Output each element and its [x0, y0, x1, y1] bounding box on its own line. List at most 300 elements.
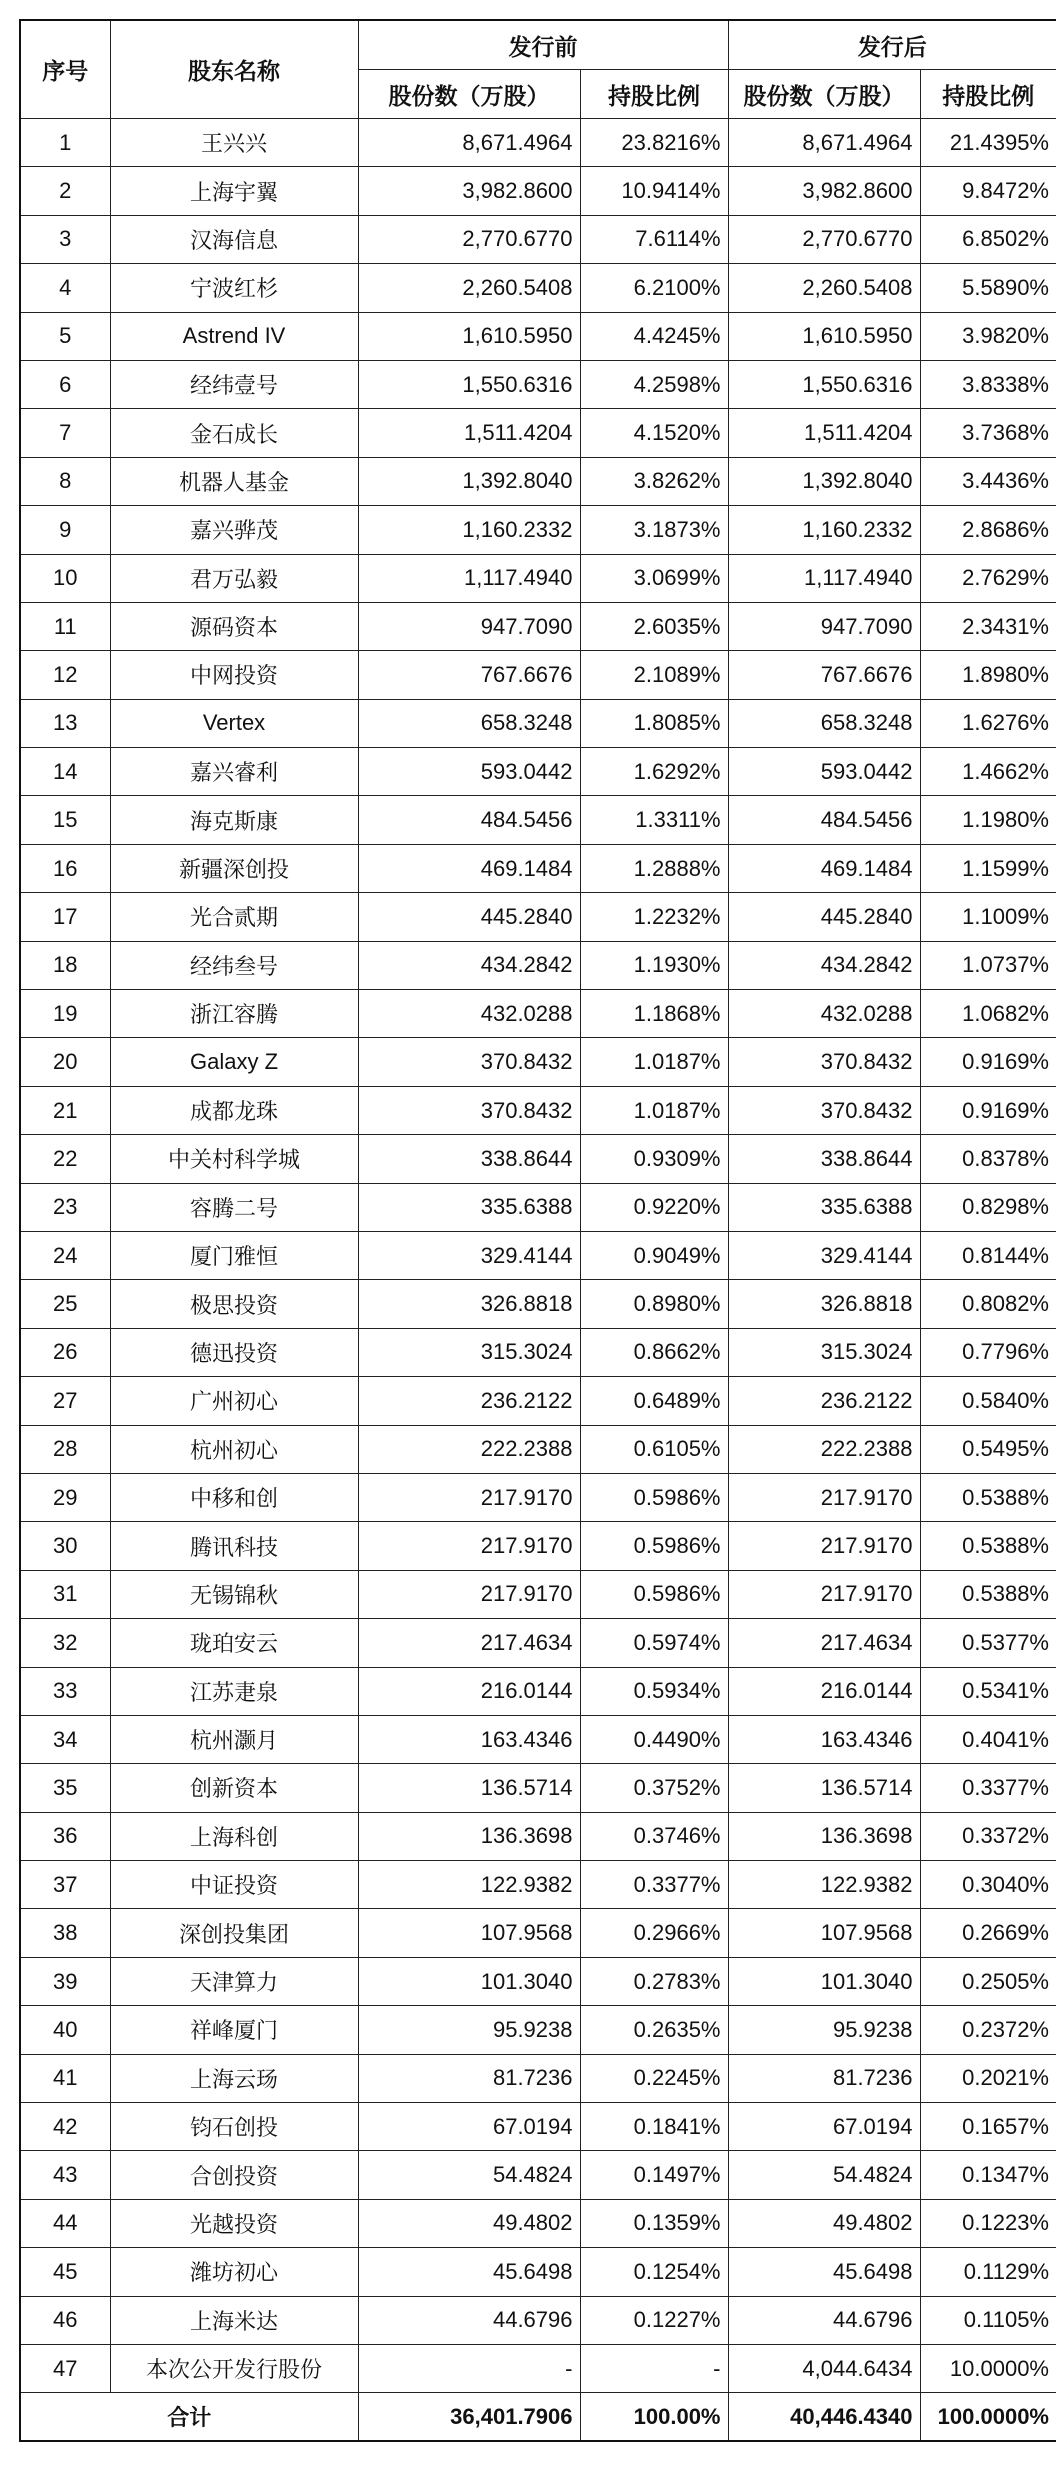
cell-before-ratio: 0.5986% [580, 1570, 728, 1618]
cell-index: 15 [20, 796, 110, 844]
cell-after-shares: 44.6796 [728, 2296, 920, 2344]
cell-after-ratio: 0.1223% [920, 2199, 1056, 2247]
table-row [20, 554, 1056, 602]
cell-after-ratio: 3.8338% [920, 360, 1056, 408]
cell-before-shares: 434.2842 [358, 941, 580, 989]
cell-index: 34 [20, 1715, 110, 1763]
table-row [20, 1086, 1056, 1134]
cell-after-ratio: 0.2669% [920, 1909, 1056, 1957]
table-row [20, 2344, 1056, 2392]
table-row [20, 1473, 1056, 1521]
cell-shareholder-name: 金石成长 [110, 409, 358, 457]
cell-shareholder-name: Vertex [110, 699, 358, 747]
table-row [20, 2296, 1056, 2344]
header-before-ratio: 持股比例 [580, 70, 728, 119]
total-before-ratio: 100.00% [580, 2393, 728, 2442]
table-row [20, 2006, 1056, 2054]
cell-after-ratio: 0.5495% [920, 1425, 1056, 1473]
table-row [20, 990, 1056, 1038]
table-row [20, 844, 1056, 892]
cell-index: 45 [20, 2248, 110, 2296]
table-row [20, 1957, 1056, 2005]
cell-index: 40 [20, 2006, 110, 2054]
cell-index: 36 [20, 1812, 110, 1860]
cell-before-shares: 216.0144 [358, 1667, 580, 1715]
cell-after-ratio: 0.9169% [920, 1086, 1056, 1134]
cell-after-shares: 315.3024 [728, 1328, 920, 1376]
cell-shareholder-name: 创新资本 [110, 1764, 358, 1812]
cell-shareholder-name: 深创投集团 [110, 1909, 358, 1957]
cell-after-shares: 67.0194 [728, 2103, 920, 2151]
cell-before-shares: 81.7236 [358, 2054, 580, 2102]
cell-shareholder-name: 江苏疌泉 [110, 1667, 358, 1715]
cell-shareholder-name: 新疆深创投 [110, 844, 358, 892]
cell-after-shares: 1,117.4940 [728, 554, 920, 602]
cell-index: 30 [20, 1522, 110, 1570]
cell-after-ratio: 2.3431% [920, 602, 1056, 650]
cell-shareholder-name: 无锡锦秋 [110, 1570, 358, 1618]
cell-before-ratio: 1.0187% [580, 1038, 728, 1086]
cell-after-ratio: 1.4662% [920, 748, 1056, 796]
total-row [20, 2393, 1056, 2442]
cell-before-shares: 8,671.4964 [358, 119, 580, 167]
cell-before-shares: 947.7090 [358, 602, 580, 650]
cell-before-shares: 335.6388 [358, 1183, 580, 1231]
cell-before-ratio: 3.0699% [580, 554, 728, 602]
cell-after-ratio: 0.7796% [920, 1328, 1056, 1376]
table-row [20, 699, 1056, 747]
cell-before-ratio: 0.1227% [580, 2296, 728, 2344]
cell-after-ratio: 0.5388% [920, 1473, 1056, 1521]
cell-after-ratio: 1.1599% [920, 844, 1056, 892]
cell-after-shares: 136.3698 [728, 1812, 920, 1860]
cell-index: 9 [20, 506, 110, 554]
cell-before-ratio: 1.3311% [580, 796, 728, 844]
cell-before-ratio: 1.2888% [580, 844, 728, 892]
cell-before-shares: 95.9238 [358, 2006, 580, 2054]
cell-after-ratio: 1.1009% [920, 893, 1056, 941]
cell-shareholder-name: 成都龙珠 [110, 1086, 358, 1134]
cell-before-shares: 45.6498 [358, 2248, 580, 2296]
cell-before-shares: 1,610.5950 [358, 312, 580, 360]
cell-after-ratio: 0.2372% [920, 2006, 1056, 2054]
table-row [20, 1861, 1056, 1909]
cell-shareholder-name: 祥峰厦门 [110, 2006, 358, 2054]
cell-before-ratio: 0.2966% [580, 1909, 728, 1957]
cell-before-ratio: 0.9220% [580, 1183, 728, 1231]
cell-before-ratio: 0.1359% [580, 2199, 728, 2247]
cell-before-shares: 54.4824 [358, 2151, 580, 2199]
cell-after-ratio: 0.5341% [920, 1667, 1056, 1715]
header-after-ratio: 持股比例 [920, 70, 1056, 119]
cell-index: 8 [20, 457, 110, 505]
cell-before-ratio: 0.9049% [580, 1231, 728, 1279]
cell-index: 21 [20, 1086, 110, 1134]
cell-before-ratio: 0.5974% [580, 1619, 728, 1667]
cell-before-ratio: 0.1841% [580, 2103, 728, 2151]
cell-after-ratio: 0.5377% [920, 1619, 1056, 1667]
cell-after-shares: 136.5714 [728, 1764, 920, 1812]
cell-after-shares: 217.9170 [728, 1473, 920, 1521]
cell-index: 18 [20, 941, 110, 989]
cell-shareholder-name: 容腾二号 [110, 1183, 358, 1231]
cell-before-ratio: 0.8980% [580, 1280, 728, 1328]
cell-index: 14 [20, 748, 110, 796]
cell-after-shares: 1,511.4204 [728, 409, 920, 457]
cell-index: 39 [20, 1957, 110, 2005]
cell-index: 26 [20, 1328, 110, 1376]
cell-after-ratio: 0.1657% [920, 2103, 1056, 2151]
cell-after-ratio: 3.7368% [920, 409, 1056, 457]
table-row [20, 2199, 1056, 2247]
cell-after-ratio: 6.8502% [920, 215, 1056, 263]
cell-shareholder-name: 机器人基金 [110, 457, 358, 505]
cell-after-shares: 2,770.6770 [728, 215, 920, 263]
cell-after-ratio: 5.5890% [920, 264, 1056, 312]
cell-after-shares: 469.1484 [728, 844, 920, 892]
cell-index: 47 [20, 2344, 110, 2392]
header-name: 股东名称 [110, 20, 358, 119]
cell-before-shares: 217.9170 [358, 1473, 580, 1521]
table-row [20, 409, 1056, 457]
cell-before-shares: 445.2840 [358, 893, 580, 941]
cell-before-ratio: 7.6114% [580, 215, 728, 263]
cell-before-shares: 432.0288 [358, 990, 580, 1038]
header-after-issue: 发行后 [728, 20, 1056, 70]
cell-shareholder-name: 经纬壹号 [110, 360, 358, 408]
cell-shareholder-name: 中证投资 [110, 1861, 358, 1909]
table-row [20, 215, 1056, 263]
cell-before-shares: 1,160.2332 [358, 506, 580, 554]
table-row [20, 2151, 1056, 2199]
table-row [20, 1522, 1056, 1570]
cell-shareholder-name: 光越投资 [110, 2199, 358, 2247]
cell-before-ratio: 3.8262% [580, 457, 728, 505]
cell-index: 41 [20, 2054, 110, 2102]
cell-after-shares: 54.4824 [728, 2151, 920, 2199]
table-row [20, 893, 1056, 941]
cell-before-shares: 1,117.4940 [358, 554, 580, 602]
cell-shareholder-name: 钧石创投 [110, 2103, 358, 2151]
cell-index: 27 [20, 1377, 110, 1425]
cell-after-shares: 432.0288 [728, 990, 920, 1038]
cell-before-ratio: 4.1520% [580, 409, 728, 457]
table-row [20, 651, 1056, 699]
cell-after-shares: 236.2122 [728, 1377, 920, 1425]
table-body [20, 119, 1056, 2442]
table-row [20, 1619, 1056, 1667]
cell-index: 44 [20, 2199, 110, 2247]
cell-after-ratio: 0.1105% [920, 2296, 1056, 2344]
table-row [20, 360, 1056, 408]
cell-shareholder-name: 潍坊初心 [110, 2248, 358, 2296]
cell-index: 28 [20, 1425, 110, 1473]
cell-index: 31 [20, 1570, 110, 1618]
cell-before-ratio: 0.2245% [580, 2054, 728, 2102]
cell-after-ratio: 0.5840% [920, 1377, 1056, 1425]
cell-shareholder-name: 君万弘毅 [110, 554, 358, 602]
cell-shareholder-name: 上海科创 [110, 1812, 358, 1860]
cell-after-ratio: 3.4436% [920, 457, 1056, 505]
cell-after-shares: 217.9170 [728, 1570, 920, 1618]
table-row [20, 602, 1056, 650]
cell-after-shares: 217.4634 [728, 1619, 920, 1667]
cell-before-ratio: 1.8085% [580, 699, 728, 747]
cell-index: 16 [20, 844, 110, 892]
cell-before-ratio: 0.3746% [580, 1812, 728, 1860]
cell-after-shares: 658.3248 [728, 699, 920, 747]
cell-after-shares: 947.7090 [728, 602, 920, 650]
cell-shareholder-name: 合创投资 [110, 2151, 358, 2199]
cell-before-ratio: 0.3752% [580, 1764, 728, 1812]
cell-index: 42 [20, 2103, 110, 2151]
cell-before-ratio: 0.3377% [580, 1861, 728, 1909]
cell-before-shares: 1,392.8040 [358, 457, 580, 505]
cell-after-shares: 8,671.4964 [728, 119, 920, 167]
header-row-groups [20, 20, 1056, 70]
cell-before-shares: 163.4346 [358, 1715, 580, 1763]
cell-before-shares: 2,260.5408 [358, 264, 580, 312]
cell-before-ratio: 2.1089% [580, 651, 728, 699]
cell-after-shares: 222.2388 [728, 1425, 920, 1473]
cell-after-shares: 107.9568 [728, 1909, 920, 1957]
cell-after-ratio: 0.1129% [920, 2248, 1056, 2296]
cell-shareholder-name: 中网投资 [110, 651, 358, 699]
cell-index: 4 [20, 264, 110, 312]
cell-before-shares: 767.6676 [358, 651, 580, 699]
cell-after-ratio: 2.8686% [920, 506, 1056, 554]
cell-before-ratio: 10.9414% [580, 167, 728, 215]
cell-after-shares: 338.8644 [728, 1135, 920, 1183]
cell-before-shares: 370.8432 [358, 1086, 580, 1134]
cell-index: 17 [20, 893, 110, 941]
cell-after-ratio: 2.7629% [920, 554, 1056, 602]
cell-index: 20 [20, 1038, 110, 1086]
table-row [20, 167, 1056, 215]
cell-after-ratio: 0.5388% [920, 1570, 1056, 1618]
cell-index: 25 [20, 1280, 110, 1328]
cell-after-shares: 101.3040 [728, 1957, 920, 2005]
cell-after-shares: 1,610.5950 [728, 312, 920, 360]
cell-after-shares: 370.8432 [728, 1086, 920, 1134]
cell-before-shares: 136.5714 [358, 1764, 580, 1812]
cell-index: 19 [20, 990, 110, 1038]
cell-before-ratio: 1.1930% [580, 941, 728, 989]
cell-after-shares: 216.0144 [728, 1667, 920, 1715]
cell-index: 10 [20, 554, 110, 602]
cell-before-ratio: 0.6105% [580, 1425, 728, 1473]
cell-after-ratio: 0.4041% [920, 1715, 1056, 1763]
cell-before-shares: 329.4144 [358, 1231, 580, 1279]
table-row [20, 748, 1056, 796]
cell-before-shares: 1,511.4204 [358, 409, 580, 457]
cell-shareholder-name: 中移和创 [110, 1473, 358, 1521]
cell-before-ratio: 1.1868% [580, 990, 728, 1038]
cell-index: 13 [20, 699, 110, 747]
cell-after-shares: 1,160.2332 [728, 506, 920, 554]
cell-index: 6 [20, 360, 110, 408]
table-row [20, 2054, 1056, 2102]
cell-before-shares: - [358, 2344, 580, 2392]
table-row [20, 506, 1056, 554]
total-before-shares: 36,401.7906 [358, 2393, 580, 2442]
cell-before-shares: 469.1484 [358, 844, 580, 892]
cell-shareholder-name: 王兴兴 [110, 119, 358, 167]
table-row [20, 2103, 1056, 2151]
cell-before-ratio: 0.4490% [580, 1715, 728, 1763]
table-row [20, 1715, 1056, 1763]
cell-index: 29 [20, 1473, 110, 1521]
cell-before-ratio: 0.5986% [580, 1522, 728, 1570]
cell-after-shares: 484.5456 [728, 796, 920, 844]
table-row [20, 1812, 1056, 1860]
cell-shareholder-name: 上海米达 [110, 2296, 358, 2344]
cell-before-shares: 236.2122 [358, 1377, 580, 1425]
cell-before-shares: 593.0442 [358, 748, 580, 796]
table-row [20, 1183, 1056, 1231]
cell-after-ratio: 0.8298% [920, 1183, 1056, 1231]
cell-index: 24 [20, 1231, 110, 1279]
table-row [20, 1764, 1056, 1812]
cell-before-ratio: 2.6035% [580, 602, 728, 650]
cell-before-shares: 338.8644 [358, 1135, 580, 1183]
cell-after-shares: 329.4144 [728, 1231, 920, 1279]
cell-before-shares: 1,550.6316 [358, 360, 580, 408]
cell-after-shares: 45.6498 [728, 2248, 920, 2296]
total-after-ratio: 100.0000% [920, 2393, 1056, 2442]
cell-after-shares: 217.9170 [728, 1522, 920, 1570]
cell-before-shares: 484.5456 [358, 796, 580, 844]
table-row [20, 1280, 1056, 1328]
cell-before-shares: 67.0194 [358, 2103, 580, 2151]
cell-shareholder-name: 海克斯康 [110, 796, 358, 844]
cell-index: 46 [20, 2296, 110, 2344]
table-row [20, 1135, 1056, 1183]
cell-shareholder-name: 珑珀安云 [110, 1619, 358, 1667]
cell-before-ratio: 1.2232% [580, 893, 728, 941]
cell-before-ratio: 0.2635% [580, 2006, 728, 2054]
table-row [20, 941, 1056, 989]
cell-shareholder-name: 汉海信息 [110, 215, 358, 263]
cell-before-ratio: 0.2783% [580, 1957, 728, 2005]
cell-before-shares: 101.3040 [358, 1957, 580, 2005]
cell-after-shares: 122.9382 [728, 1861, 920, 1909]
cell-before-shares: 3,982.8600 [358, 167, 580, 215]
cell-index: 12 [20, 651, 110, 699]
cell-before-ratio: 1.0187% [580, 1086, 728, 1134]
table-row [20, 796, 1056, 844]
table-row [20, 1328, 1056, 1376]
table-row [20, 1570, 1056, 1618]
table-row [20, 1425, 1056, 1473]
cell-index: 1 [20, 119, 110, 167]
cell-before-ratio: 0.9309% [580, 1135, 728, 1183]
cell-index: 2 [20, 167, 110, 215]
table-row [20, 119, 1056, 167]
cell-before-shares: 370.8432 [358, 1038, 580, 1086]
cell-after-shares: 4,044.6434 [728, 2344, 920, 2392]
cell-before-shares: 217.9170 [358, 1570, 580, 1618]
cell-shareholder-name: 上海云玚 [110, 2054, 358, 2102]
cell-index: 33 [20, 1667, 110, 1715]
cell-shareholder-name: 经纬叁号 [110, 941, 358, 989]
cell-after-ratio: 0.2505% [920, 1957, 1056, 2005]
cell-before-ratio: - [580, 2344, 728, 2392]
cell-after-ratio: 0.5388% [920, 1522, 1056, 1570]
table-row [20, 1909, 1056, 1957]
cell-index: 22 [20, 1135, 110, 1183]
cell-before-ratio: 6.2100% [580, 264, 728, 312]
cell-after-ratio: 1.8980% [920, 651, 1056, 699]
cell-shareholder-name: 嘉兴骅茂 [110, 506, 358, 554]
cell-after-shares: 81.7236 [728, 2054, 920, 2102]
cell-before-ratio: 23.8216% [580, 119, 728, 167]
cell-shareholder-name: 光合贰期 [110, 893, 358, 941]
table-header [20, 20, 1056, 119]
table-row [20, 1231, 1056, 1279]
header-after-shares: 股份数（万股） [728, 70, 920, 119]
cell-after-shares: 2,260.5408 [728, 264, 920, 312]
cell-after-shares: 445.2840 [728, 893, 920, 941]
header-before-issue: 发行前 [358, 20, 728, 70]
cell-after-ratio: 21.4395% [920, 119, 1056, 167]
cell-index: 23 [20, 1183, 110, 1231]
cell-index: 11 [20, 602, 110, 650]
cell-shareholder-name: Galaxy Z [110, 1038, 358, 1086]
cell-shareholder-name: 德迅投资 [110, 1328, 358, 1376]
cell-shareholder-name: 极思投资 [110, 1280, 358, 1328]
cell-before-shares: 136.3698 [358, 1812, 580, 1860]
cell-index: 5 [20, 312, 110, 360]
table-row [20, 1667, 1056, 1715]
cell-after-ratio: 0.8082% [920, 1280, 1056, 1328]
cell-after-ratio: 1.1980% [920, 796, 1056, 844]
table-row [20, 1377, 1056, 1425]
cell-after-ratio: 1.0682% [920, 990, 1056, 1038]
cell-shareholder-name: 本次公开发行股份 [110, 2344, 358, 2392]
table-row [20, 312, 1056, 360]
cell-after-ratio: 9.8472% [920, 167, 1056, 215]
cell-after-shares: 163.4346 [728, 1715, 920, 1763]
cell-after-shares: 767.6676 [728, 651, 920, 699]
cell-before-shares: 107.9568 [358, 1909, 580, 1957]
table-row [20, 2248, 1056, 2296]
cell-before-ratio: 0.1254% [580, 2248, 728, 2296]
table-row [20, 1038, 1056, 1086]
cell-after-shares: 1,392.8040 [728, 457, 920, 505]
cell-index: 35 [20, 1764, 110, 1812]
cell-before-ratio: 0.5934% [580, 1667, 728, 1715]
cell-shareholder-name: 宁波红杉 [110, 264, 358, 312]
cell-shareholder-name: 中关村科学城 [110, 1135, 358, 1183]
total-after-shares: 40,446.4340 [728, 2393, 920, 2442]
table-row [20, 457, 1056, 505]
cell-shareholder-name: 广州初心 [110, 1377, 358, 1425]
cell-after-shares: 1,550.6316 [728, 360, 920, 408]
cell-index: 37 [20, 1861, 110, 1909]
cell-before-ratio: 4.4245% [580, 312, 728, 360]
header-index: 序号 [20, 20, 110, 119]
total-label: 合计 [20, 2393, 358, 2442]
cell-before-ratio: 0.8662% [580, 1328, 728, 1376]
cell-after-shares: 370.8432 [728, 1038, 920, 1086]
cell-after-ratio: 0.3040% [920, 1861, 1056, 1909]
shareholder-table [19, 19, 1056, 2442]
cell-before-shares: 315.3024 [358, 1328, 580, 1376]
cell-before-shares: 326.8818 [358, 1280, 580, 1328]
cell-index: 32 [20, 1619, 110, 1667]
cell-before-ratio: 0.1497% [580, 2151, 728, 2199]
